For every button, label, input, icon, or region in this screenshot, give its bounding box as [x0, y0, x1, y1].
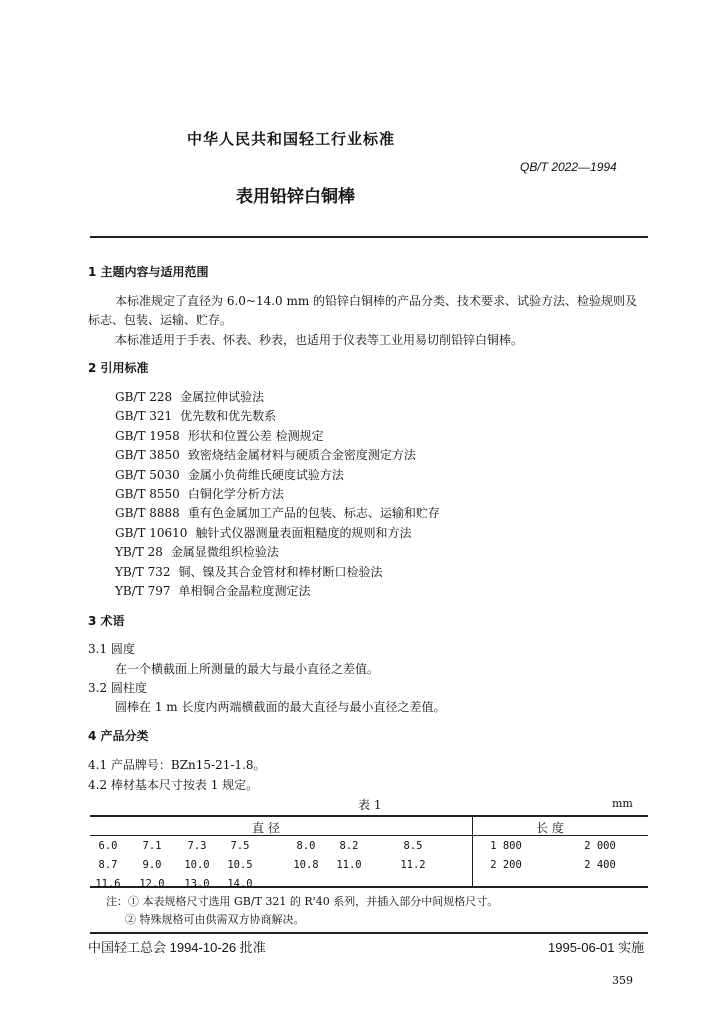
- table-cell-length: 2 400: [584, 859, 616, 871]
- table-cell-diameter: 8.5: [403, 840, 423, 852]
- reference-code: GB/T 228: [115, 390, 173, 404]
- reference-title: 单相铜合金晶粒度测定法: [178, 584, 311, 598]
- table-cell-diameter: 14.0: [227, 878, 253, 890]
- table-cell-diameter: 10.0: [184, 859, 210, 871]
- reference-item: [115, 427, 324, 444]
- reference-item: [115, 407, 276, 424]
- footer-rule: [90, 932, 648, 934]
- table-header-length: 长 度: [536, 821, 564, 835]
- table-unit: mm: [612, 797, 633, 810]
- table-cell-diameter: 11.6: [95, 878, 121, 890]
- reference-title: 形状和位置公差 检测规定: [187, 428, 324, 443]
- table-top-rule: [90, 815, 648, 817]
- clause-4-1: 4.1 产品牌号：BZn15-21-1.8。: [88, 758, 266, 772]
- table-cell-diameter: 7.5: [230, 840, 250, 852]
- table-cell-diameter: 8.0: [296, 840, 316, 852]
- document-title: 表用铅锌白铜棒: [236, 187, 355, 207]
- effective-date: 1995-06-01 实施: [548, 940, 645, 955]
- table-cell-diameter: 12.0: [139, 878, 165, 890]
- reference-title: 致密烧结金属材料与硬质合金密度测定方法: [187, 448, 416, 463]
- table-cell-diameter: 8.2: [339, 840, 359, 852]
- reference-code: GB/T 3850: [115, 448, 180, 463]
- reference-title: 铜、镍及其合金管材和棒材断口检验法: [178, 564, 383, 579]
- reference-title: 金属拉伸试验法: [180, 390, 265, 404]
- table-caption: 表 1: [358, 798, 382, 812]
- reference-code: GB/T 1958: [115, 428, 180, 443]
- reference-item: [115, 466, 344, 483]
- table-cell-diameter: 7.3: [187, 840, 207, 852]
- approval-line: 中国轻工总会 1994-10-26 批准: [88, 940, 266, 955]
- term-3-2-heading: 3.2 圆柱度: [88, 681, 147, 695]
- reference-code: GB/T 10610: [115, 525, 188, 540]
- reference-code: YB/T 732: [115, 564, 171, 579]
- page-number: 359: [612, 974, 633, 987]
- table-header-rule: [90, 835, 648, 836]
- table-cell-diameter: 9.0: [142, 859, 162, 871]
- reference-code: GB/T 8550: [115, 487, 180, 501]
- section-1-paragraph-line-1: 本标准规定了直径为 6.0~14.0 mm 的铅锌白铜棒的产品分类、技术要求、试验方法、检验规则及: [115, 294, 638, 308]
- table-note-2: ② 特殊规格可由供需双方协商解决。: [125, 913, 305, 926]
- table-cell-length: 2 200: [490, 859, 522, 871]
- clause-4-2: 4.2 棒材基本尺寸按表 1 规定。: [88, 778, 259, 792]
- reference-title: 白铜化学分析方法: [187, 487, 284, 501]
- table-cell-diameter: 11.2: [400, 859, 426, 871]
- reference-code: YB/T 28: [115, 545, 163, 560]
- reference-code: GB/T 8888: [115, 506, 180, 521]
- section-1-heading: 1 主题内容与适用范围: [88, 265, 209, 279]
- reference-item: [115, 563, 383, 580]
- standard-code: QB/T 2022—1994: [520, 160, 617, 174]
- table-cell-diameter: 11.0: [336, 859, 362, 871]
- reference-title: 金属显微组织检验法: [170, 545, 279, 560]
- section-4-heading: 4 产品分类: [88, 729, 149, 743]
- table-cell-length: 2 000: [584, 840, 616, 852]
- table-cell-diameter: 8.7: [98, 859, 118, 871]
- term-3-1-heading: 3.1 圆度: [88, 642, 135, 656]
- section-1-paragraph-line-2: 标志、包装、运输、贮存。: [88, 313, 233, 327]
- ministry-title: 中华人民共和国轻工行业标准: [186, 130, 395, 148]
- term-3-1-definition: 在一个横截面上所测量的最大与最小直径之差值。: [115, 662, 380, 676]
- table-note-1: 注：① 本表规格尺寸选用 GB/T 321 的 R'40 系列，并插入部分中间规格尺寸。: [106, 895, 499, 908]
- section-2-heading: 2 引用标准: [88, 361, 149, 375]
- reference-code: YB/T 797: [115, 584, 171, 598]
- reference-title: 重有色金属加工产品的包装、标志、运输和贮存: [187, 506, 440, 521]
- table-cell-diameter: 7.1: [142, 840, 162, 852]
- reference-item: [115, 524, 411, 541]
- table-cell-diameter: 13.0: [184, 878, 210, 890]
- table-cell-diameter: 10.5: [227, 859, 253, 871]
- table-column-divider: [472, 815, 473, 887]
- table-header-diameter: 直 径: [252, 821, 280, 835]
- reference-title: 触针式仪器测量表面粗糙度的规则和方法: [195, 525, 412, 540]
- section-1-paragraph-2: 本标准适用于手表、怀表、秒表，也适用于仪表等工业用易切削铅锌白铜棒。: [115, 333, 524, 347]
- reference-title: 金属小负荷维氏硬度试验方法: [187, 467, 344, 482]
- reference-item: [115, 543, 279, 560]
- term-3-2-definition: 圆棒在 1 m 长度内两端横截面的最大直径与最小直径之差值。: [115, 700, 446, 714]
- reference-item: [115, 582, 311, 599]
- reference-code: GB/T 321: [115, 409, 173, 424]
- reference-item: [115, 388, 264, 405]
- section-3-heading: 3 术语: [88, 614, 125, 628]
- reference-item: [115, 446, 416, 463]
- reference-code: GB/T 5030: [115, 467, 180, 482]
- table-cell-diameter: 6.0: [98, 840, 118, 852]
- table-cell-length: 1 800: [490, 840, 522, 852]
- reference-item: [115, 485, 284, 502]
- reference-title: 优先数和优先数系: [180, 409, 277, 424]
- reference-item: [115, 504, 440, 521]
- header-rule: [90, 236, 648, 238]
- table-cell-diameter: 10.8: [293, 859, 319, 871]
